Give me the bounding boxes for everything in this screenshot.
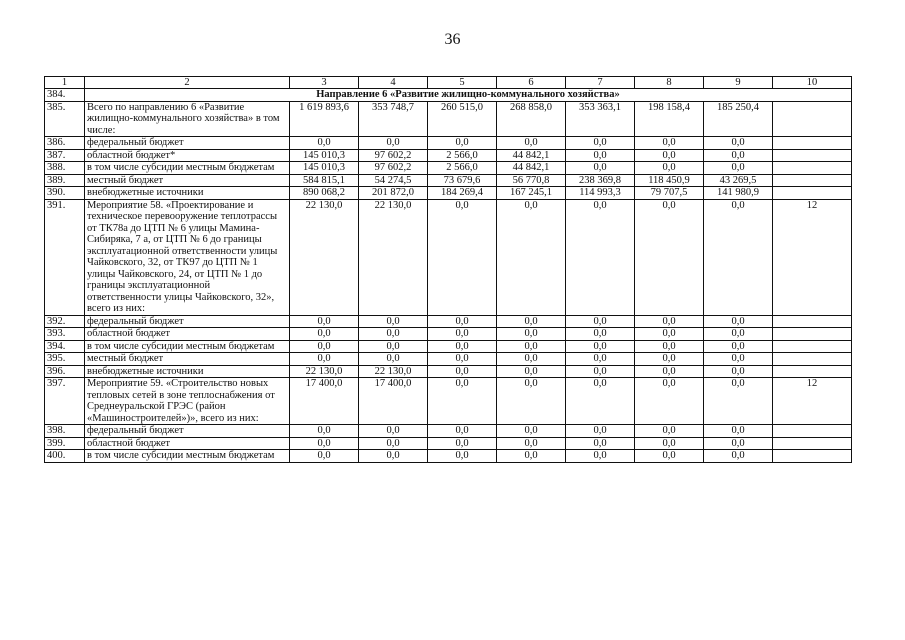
table-row	[45, 149, 852, 162]
value-cell: 22 130,0	[290, 365, 359, 378]
column-10-cell	[773, 425, 852, 438]
value-cell: 0,0	[566, 437, 635, 450]
value-cell: 0,0	[290, 340, 359, 353]
value-cell: 0,0	[290, 450, 359, 463]
row-label: областной бюджет	[85, 328, 290, 341]
value-cell: 0,0	[704, 365, 773, 378]
value-cell: 145 010,3	[290, 149, 359, 162]
column-header: 2	[85, 77, 290, 89]
value-cell: 0,0	[497, 450, 566, 463]
value-cell: 0,0	[566, 328, 635, 341]
row-number: 394.	[45, 340, 85, 353]
value-cell: 0,0	[635, 365, 704, 378]
value-cell: 0,0	[566, 340, 635, 353]
column-10-cell	[773, 340, 852, 353]
column-10-cell	[773, 162, 852, 175]
table-row	[45, 365, 852, 378]
value-cell: 1 619 893,6	[290, 101, 359, 137]
row-number: 384.	[45, 89, 85, 102]
value-cell: 353 748,7	[359, 101, 428, 137]
value-cell: 890 068,2	[290, 187, 359, 200]
value-cell: 0,0	[359, 328, 428, 341]
row-number: 389.	[45, 174, 85, 187]
value-cell: 0,0	[290, 328, 359, 341]
row-label: в том числе субсидии местным бюджетам	[85, 162, 290, 175]
row-label: Мероприятие 59. «Строительство новых тепловых сетей в зоне теплоснабжения от Среднеуральской ГРЭС (район «Машиностроителей»)», всего из них:	[85, 378, 290, 425]
value-cell: 0,0	[428, 199, 497, 315]
column-header: 3	[290, 77, 359, 89]
value-cell: 0,0	[428, 137, 497, 150]
row-label: местный бюджет	[85, 174, 290, 187]
value-cell: 0,0	[635, 137, 704, 150]
value-cell: 238 369,8	[566, 174, 635, 187]
value-cell: 0,0	[635, 378, 704, 425]
value-cell: 54 274,5	[359, 174, 428, 187]
value-cell: 0,0	[359, 137, 428, 150]
value-cell: 184 269,4	[428, 187, 497, 200]
row-label: Мероприятие 58. «Проектирование и техническое перевооружение теплотрассы от ТК78а до ЦТП № 6 улицы Мамина-Сибиряка, 7 а, от ЦТП № 6 до границы эксплуатационной ответственности улицы Чайковского, 32, от ТК97 до ЦТП № 1 улицы Чайковского, 24, от ЦТП № 1 до границы эксплуатационной ответственности улицы Чайковского, 32», всего из них:	[85, 199, 290, 315]
value-cell: 0,0	[428, 437, 497, 450]
value-cell: 0,0	[566, 353, 635, 366]
value-cell: 0,0	[428, 353, 497, 366]
row-label: внебюджетные источники	[85, 365, 290, 378]
value-cell: 198 158,4	[635, 101, 704, 137]
column-10-cell: 12	[773, 378, 852, 425]
value-cell: 0,0	[635, 199, 704, 315]
row-number: 393.	[45, 328, 85, 341]
row-number: 399.	[45, 437, 85, 450]
budget-table	[44, 76, 852, 463]
value-cell: 0,0	[428, 328, 497, 341]
row-label: федеральный бюджет	[85, 315, 290, 328]
table-row	[45, 101, 852, 137]
value-cell: 17 400,0	[359, 378, 428, 425]
column-10-cell	[773, 450, 852, 463]
value-cell: 0,0	[497, 378, 566, 425]
value-cell: 44 842,1	[497, 162, 566, 175]
value-cell: 2 566,0	[428, 149, 497, 162]
value-cell: 0,0	[704, 425, 773, 438]
value-cell: 0,0	[428, 340, 497, 353]
table-row	[45, 378, 852, 425]
value-cell: 97 602,2	[359, 149, 428, 162]
row-number: 387.	[45, 149, 85, 162]
row-number: 392.	[45, 315, 85, 328]
column-10-cell	[773, 149, 852, 162]
column-10-cell	[773, 353, 852, 366]
table-row	[45, 199, 852, 315]
row-label: местный бюджет	[85, 353, 290, 366]
value-cell: 0,0	[359, 340, 428, 353]
value-cell: 17 400,0	[290, 378, 359, 425]
value-cell: 0,0	[566, 378, 635, 425]
value-cell: 0,0	[566, 315, 635, 328]
table-row	[45, 425, 852, 438]
value-cell: 0,0	[704, 199, 773, 315]
value-cell: 268 858,0	[497, 101, 566, 137]
value-cell: 0,0	[290, 137, 359, 150]
value-cell: 0,0	[359, 315, 428, 328]
value-cell: 584 815,1	[290, 174, 359, 187]
table-row	[45, 450, 852, 463]
value-cell: 353 363,1	[566, 101, 635, 137]
table-row	[45, 187, 852, 200]
table-row	[45, 328, 852, 341]
column-10-cell	[773, 315, 852, 328]
value-cell: 185 250,4	[704, 101, 773, 137]
row-number: 400.	[45, 450, 85, 463]
value-cell: 0,0	[635, 340, 704, 353]
column-header: 9	[704, 77, 773, 89]
value-cell: 0,0	[497, 365, 566, 378]
value-cell: 0,0	[428, 365, 497, 378]
row-number: 386.	[45, 137, 85, 150]
value-cell: 0,0	[359, 450, 428, 463]
value-cell: 0,0	[428, 425, 497, 438]
column-10-cell	[773, 187, 852, 200]
value-cell: 0,0	[566, 450, 635, 463]
value-cell: 0,0	[428, 378, 497, 425]
row-label: областной бюджет*	[85, 149, 290, 162]
value-cell: 0,0	[497, 137, 566, 150]
value-cell: 0,0	[497, 425, 566, 438]
value-cell: 0,0	[704, 353, 773, 366]
row-number: 390.	[45, 187, 85, 200]
value-cell: 79 707,5	[635, 187, 704, 200]
row-number: 385.	[45, 101, 85, 137]
column-10-cell: 12	[773, 199, 852, 315]
row-label: федеральный бюджет	[85, 137, 290, 150]
value-cell: 0,0	[704, 378, 773, 425]
value-cell: 118 450,9	[635, 174, 704, 187]
row-label: в том числе субсидии местным бюджетам	[85, 340, 290, 353]
column-header: 6	[497, 77, 566, 89]
column-header: 1	[45, 77, 85, 89]
row-label: Всего по направлению 6 «Развитие жилищно-коммунального хозяйства» в том числе:	[85, 101, 290, 137]
column-header-row	[45, 77, 852, 89]
value-cell: 0,0	[566, 137, 635, 150]
value-cell: 0,0	[635, 149, 704, 162]
value-cell: 22 130,0	[359, 365, 428, 378]
value-cell: 0,0	[704, 437, 773, 450]
column-header: 5	[428, 77, 497, 89]
row-number: 397.	[45, 378, 85, 425]
value-cell: 97 602,2	[359, 162, 428, 175]
column-10-cell	[773, 137, 852, 150]
column-header: 4	[359, 77, 428, 89]
column-10-cell	[773, 174, 852, 187]
value-cell: 167 245,1	[497, 187, 566, 200]
row-number: 396.	[45, 365, 85, 378]
table-row	[45, 353, 852, 366]
value-cell: 0,0	[497, 328, 566, 341]
direction-row	[45, 89, 852, 102]
value-cell: 141 980,9	[704, 187, 773, 200]
value-cell: 0,0	[635, 437, 704, 450]
value-cell: 56 770,8	[497, 174, 566, 187]
value-cell: 260 515,0	[428, 101, 497, 137]
value-cell: 0,0	[635, 425, 704, 438]
table-row	[45, 162, 852, 175]
value-cell: 201 872,0	[359, 187, 428, 200]
value-cell: 0,0	[566, 199, 635, 315]
value-cell: 0,0	[704, 340, 773, 353]
value-cell: 22 130,0	[290, 199, 359, 315]
column-header: 7	[566, 77, 635, 89]
value-cell: 0,0	[635, 353, 704, 366]
value-cell: 0,0	[290, 425, 359, 438]
table-row	[45, 137, 852, 150]
value-cell: 73 679,6	[428, 174, 497, 187]
value-cell: 43 269,5	[704, 174, 773, 187]
column-10-cell	[773, 328, 852, 341]
column-10-cell	[773, 365, 852, 378]
value-cell: 0,0	[704, 328, 773, 341]
value-cell: 0,0	[290, 437, 359, 450]
value-cell: 0,0	[497, 315, 566, 328]
value-cell: 0,0	[704, 162, 773, 175]
row-number: 388.	[45, 162, 85, 175]
column-10-cell	[773, 437, 852, 450]
value-cell: 22 130,0	[359, 199, 428, 315]
value-cell: 0,0	[497, 437, 566, 450]
table-row	[45, 315, 852, 328]
value-cell: 0,0	[635, 162, 704, 175]
value-cell: 0,0	[704, 315, 773, 328]
row-label: областной бюджет	[85, 437, 290, 450]
value-cell: 44 842,1	[497, 149, 566, 162]
value-cell: 0,0	[359, 425, 428, 438]
value-cell: 114 993,3	[566, 187, 635, 200]
value-cell: 0,0	[359, 353, 428, 366]
value-cell: 0,0	[497, 199, 566, 315]
value-cell: 0,0	[428, 315, 497, 328]
direction-title: Направление 6 «Развитие жилищно-коммунального хозяйства»	[85, 89, 852, 102]
value-cell: 145 010,3	[290, 162, 359, 175]
table-row	[45, 174, 852, 187]
value-cell: 0,0	[290, 353, 359, 366]
value-cell: 0,0	[635, 328, 704, 341]
row-label: внебюджетные источники	[85, 187, 290, 200]
value-cell: 0,0	[566, 149, 635, 162]
value-cell: 0,0	[497, 340, 566, 353]
value-cell: 0,0	[359, 437, 428, 450]
value-cell: 0,0	[704, 137, 773, 150]
table-body	[45, 77, 852, 463]
value-cell: 0,0	[428, 450, 497, 463]
value-cell: 0,0	[290, 315, 359, 328]
row-label: в том числе субсидии местным бюджетам	[85, 450, 290, 463]
value-cell: 0,0	[566, 162, 635, 175]
value-cell: 0,0	[566, 365, 635, 378]
page-number: 36	[444, 31, 461, 48]
table-row	[45, 437, 852, 450]
value-cell: 0,0	[635, 315, 704, 328]
column-header: 8	[635, 77, 704, 89]
column-header: 10	[773, 77, 852, 89]
row-label: федеральный бюджет	[85, 425, 290, 438]
value-cell: 2 566,0	[428, 162, 497, 175]
row-number: 391.	[45, 199, 85, 315]
value-cell: 0,0	[704, 149, 773, 162]
table-row	[45, 340, 852, 353]
row-number: 398.	[45, 425, 85, 438]
value-cell: 0,0	[497, 353, 566, 366]
row-number: 395.	[45, 353, 85, 366]
value-cell: 0,0	[635, 450, 704, 463]
value-cell: 0,0	[566, 425, 635, 438]
column-10-cell	[773, 101, 852, 137]
value-cell: 0,0	[704, 450, 773, 463]
